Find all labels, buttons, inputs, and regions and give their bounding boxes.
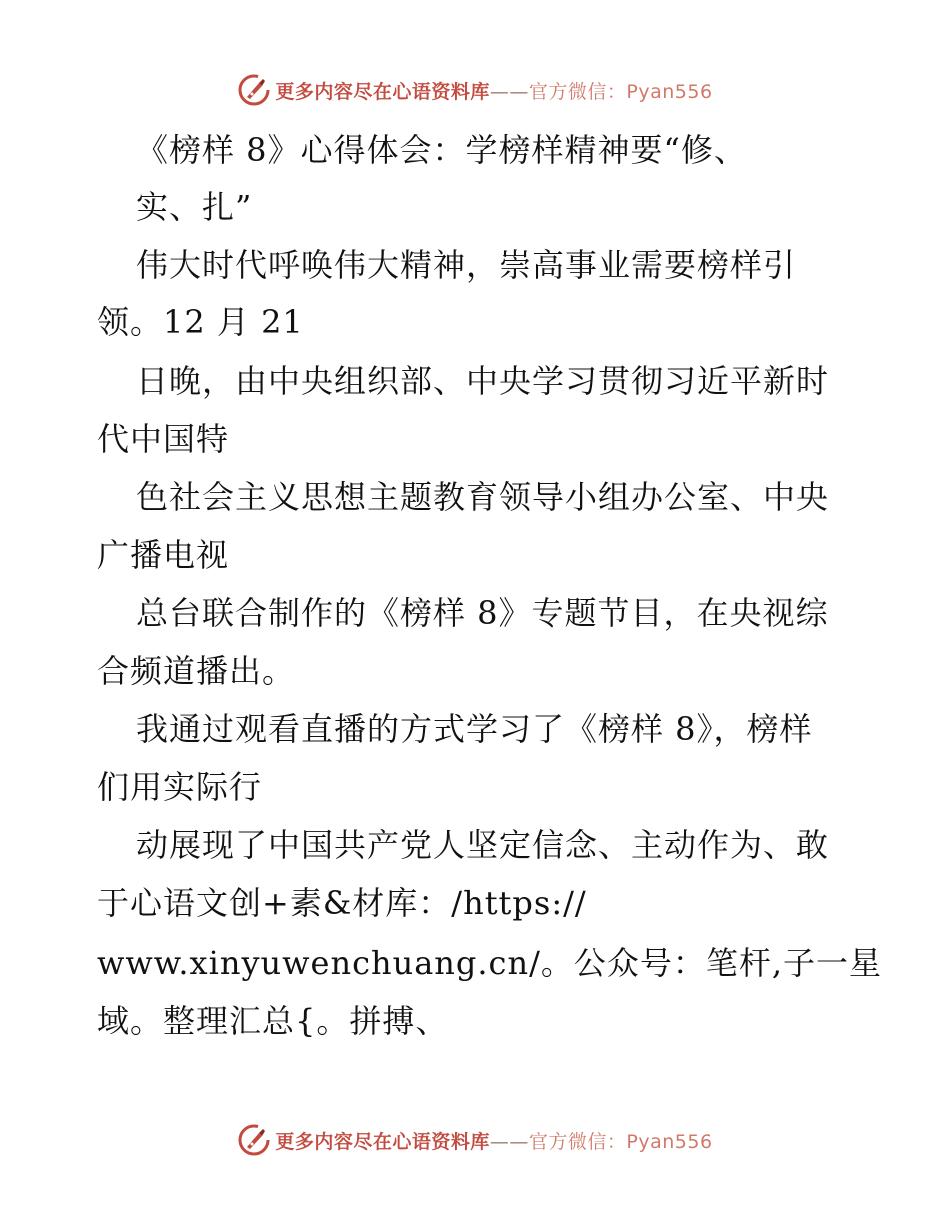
- paragraph-line: 领。12 月 21: [97, 303, 304, 341]
- watermark-dash: ——: [489, 80, 529, 103]
- watermark-dash: ——: [489, 1130, 529, 1153]
- footer-watermark: [0, 1120, 950, 1160]
- paragraph-line: 日晚，由中央组织部、中央学习贯彻习近平新时: [136, 362, 830, 400]
- paragraph-line: 动展现了中国共产党人坚定信念、主动作为、敢: [136, 826, 830, 864]
- document-title-line-2: 实、扎”: [136, 188, 253, 226]
- watermark-wechat-text: 官方微信：Pyan556: [528, 1130, 713, 1153]
- header-watermark: [0, 70, 950, 110]
- paragraph-line: 代中国特: [97, 420, 230, 458]
- paragraph-line: 总台联合制作的《榜样 8》专题节目，在央视综: [136, 594, 829, 632]
- pen-nib-logo-icon: [237, 73, 271, 107]
- paragraph-line: 我通过观看直播的方式学习了《榜样 8》，榜样: [136, 710, 813, 748]
- pen-nib-logo-icon: [237, 1123, 271, 1157]
- watermark-text: [275, 1127, 712, 1154]
- watermark-site-text: 更多内容尽在心语资料库: [275, 80, 490, 103]
- watermark-wechat-text: 官方微信：Pyan556: [528, 80, 713, 103]
- paragraph-line: 伟大时代呼唤伟大精神，崇高事业需要榜样引: [136, 246, 797, 284]
- paragraph-line: 合频道播出。: [97, 652, 296, 690]
- watermark-site-text: 更多内容尽在心语资料库: [275, 1130, 490, 1153]
- paragraph-line: www.xinyuwenchuang.cn/。公众号：笔杆,子一星: [97, 944, 883, 982]
- watermark-text: [275, 77, 712, 104]
- paragraph-line: 色社会主义思想主题教育领导小组办公室、中央: [136, 478, 830, 516]
- paragraph-line: 于心语文创+素&材库：/https://: [97, 884, 587, 922]
- paragraph-line: 们用实际行: [97, 768, 263, 806]
- paragraph-line: 广播电视: [97, 536, 230, 574]
- document-title-line-1: 《榜样 8》心得体会：学榜样精神要“修、: [136, 131, 747, 169]
- paragraph-line: 域。整理汇总{。拼搏、: [97, 1002, 449, 1040]
